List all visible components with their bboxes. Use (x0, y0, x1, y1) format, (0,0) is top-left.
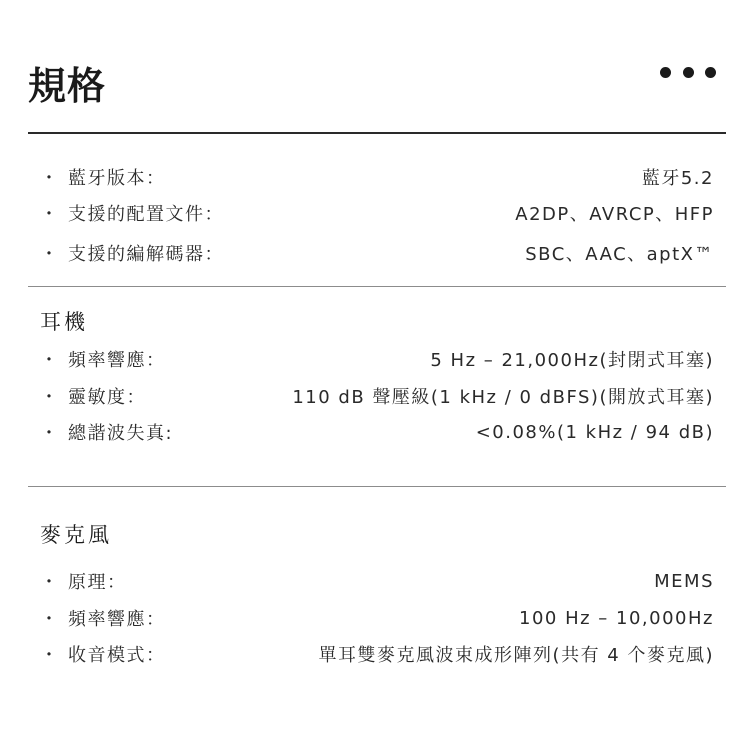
spec-label: 藍牙版本： (68, 168, 166, 189)
more-dot-icon (660, 67, 671, 78)
spec-row-thd (40, 416, 714, 448)
spec-value: SBC、AAC、aptX™ (525, 244, 714, 265)
section-divider (28, 486, 726, 487)
bullet: ・ (40, 572, 60, 593)
bullet: ・ (40, 387, 60, 408)
spec-value: A2DP、AVRCP、HFP (515, 204, 714, 225)
more-dot-icon (683, 67, 694, 78)
more-dot-icon (705, 67, 716, 78)
spec-label: 總諧波失真: (68, 423, 174, 444)
spec-label: 收音模式： (68, 645, 166, 666)
bullet: ・ (40, 244, 60, 265)
spec-label: 支援的編解碼器： (68, 244, 224, 265)
spec-label: 原理： (68, 572, 127, 593)
spec-row-mic-frequency-response (40, 602, 714, 634)
page-title: 規格 (28, 64, 107, 108)
spec-label: 支援的配置文件： (68, 204, 224, 225)
spec-value: 單耳雙麥克風波束成形陣列(共有 4 个麥克風) (318, 645, 714, 666)
spec-row-pickup-pattern (40, 638, 714, 670)
spec-value: 5 Hz – 21,000Hz(封閉式耳塞) (430, 350, 714, 371)
spec-row-frequency-response (40, 343, 714, 375)
bullet: ・ (40, 204, 60, 225)
spec-label: 頻率響應： (68, 609, 166, 630)
spec-row-principle (40, 565, 714, 597)
bullet: ・ (40, 645, 60, 666)
header-divider (28, 132, 726, 134)
section-title-microphone: 麥克風 (40, 523, 112, 547)
spec-value: MEMS (654, 570, 714, 592)
bullet: ・ (40, 350, 60, 371)
spec-value: 100 Hz – 10,000Hz (519, 607, 714, 629)
spec-row-bluetooth-version (40, 161, 714, 193)
section-title-earphones: 耳機 (40, 310, 88, 334)
spec-row-profiles (40, 197, 714, 229)
spec-value: <0.08%(1 kHz / 94 dB) (475, 421, 714, 443)
spec-value: 110 dB 聲壓級(1 kHz / 0 dBFS)(開放式耳塞) (292, 387, 714, 408)
spec-row-codecs (40, 237, 714, 269)
bullet: ・ (40, 168, 60, 189)
spec-label: 頻率響應： (68, 350, 166, 371)
spec-label: 靈敏度： (68, 387, 146, 408)
more-options-button[interactable] (656, 58, 720, 86)
bullet: ・ (40, 609, 60, 630)
section-divider (28, 286, 726, 287)
spec-row-sensitivity (40, 380, 714, 412)
spec-value: 藍牙5.2 (641, 168, 714, 189)
bullet: ・ (40, 423, 60, 444)
